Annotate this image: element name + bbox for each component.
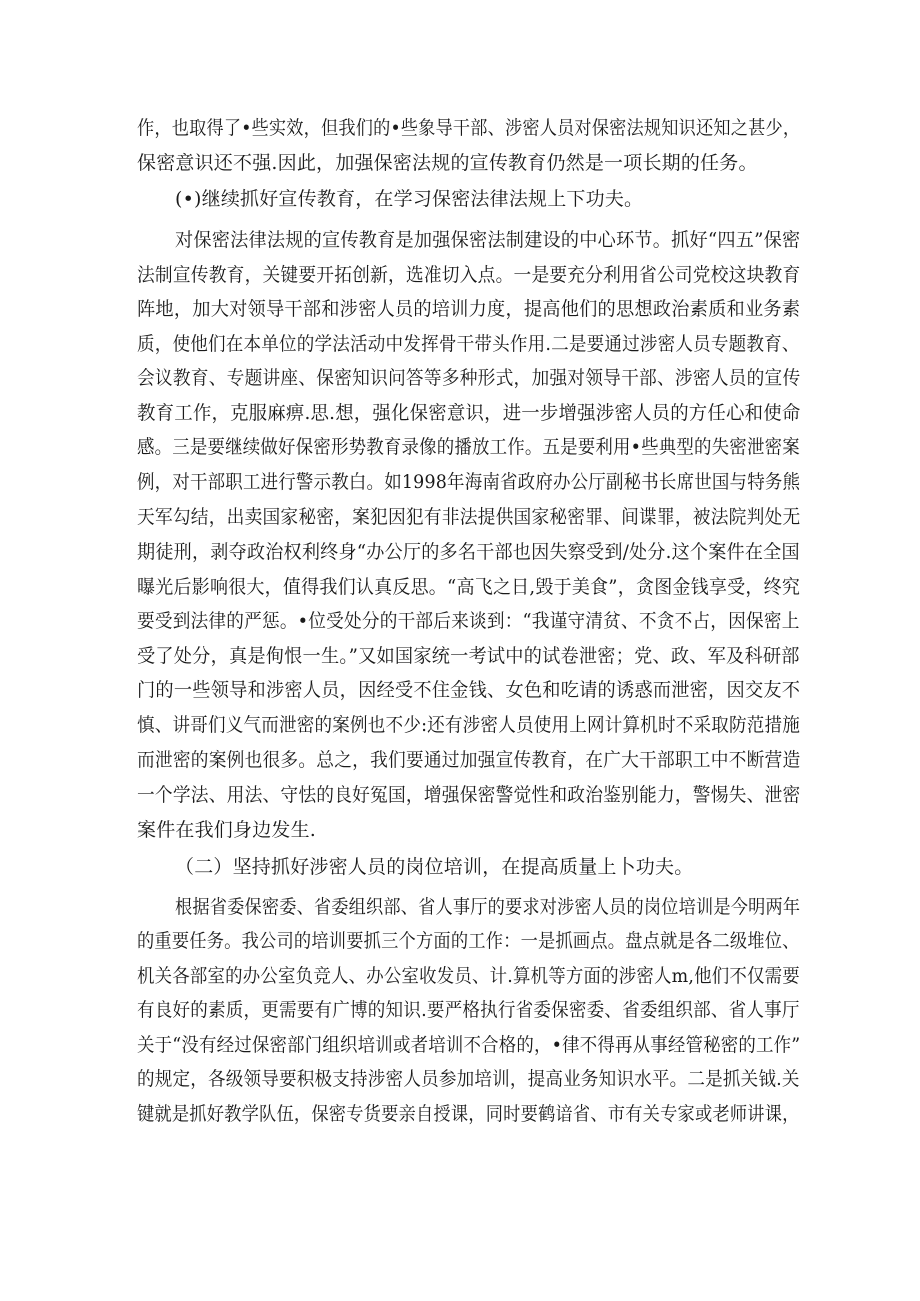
text-line: 要受到法律的严惩。•位受处分的干部后来谈到：“我谨守清贫、不贪不占，因保密上 — [137, 610, 800, 632]
text-line: 有良好的素质，更需要有广博的知识.要严格执行省委保密委、省委组织部、省人事厅 — [137, 999, 800, 1021]
text-line: 天军勾结，出卖国家秘密，案犯因犯有非法提供国家秘密罪、间谍罪，被法院判处无 — [137, 506, 801, 528]
text-line: 一个学法、用法、守怯的良好冤国，增强保密警觉性和政治鉴别能力，警惕失、泄密 — [137, 784, 801, 806]
text-line: 键就是抓好教学队伍，保密专货要亲自授课，同时要鹤谙省、市有关专家或老师讲课， — [137, 1103, 800, 1125]
section-heading: (•)继续抓好宣传教育，在学习保密法律法规上下功夫。 — [175, 188, 644, 210]
text-line: 慎、讲哥们义气而泄密的案例也不少:还有涉密人员使用上网计算机时不采取防范措施 — [137, 714, 801, 736]
text-line: 根据省委保密委、省委组织部、省人事厅的要求对涉密人员的岗位培训是今明两年 — [175, 896, 801, 918]
text-line: 阵地，加大对领导干部和涉密人员的培训力度，提高他们的思想政治素质和业务素 — [137, 298, 801, 320]
text-line: 的重要任务。我公司的培训要抓三个方面的工作：一是抓画点。盘点就是各二级堆位、 — [137, 930, 800, 952]
text-line: 感。三是要继续做好保密形势教育录像的播放工作。五是要利用•些典型的失密泄密案 — [137, 436, 800, 458]
text-line: 机关各部室的办公室负竞人、办公室收发员、计.算机等方面的涉密人m,他们不仅需要 — [137, 965, 800, 987]
text-line: 期徒刑，剥夺政治权利终身“办公厅的多名干部也因失察受到/处分.这个案件在全国 — [137, 541, 800, 563]
text-line: 关于“没有经过保密部门组织培训或者培训不合格的，•律不得再从事经管秘密的工作” — [137, 1034, 801, 1056]
text-line: 受了处分，真是侚恨一生。”又如国家统一考试中的试卷泄密；党、政、军及科研部 — [137, 645, 800, 667]
text-line: 对保密法律法规的宣传教育是加强保密法制建设的中心环节。抓好“四五”保密 — [175, 229, 801, 251]
text-line: 保密意识还不强.因此，加强保密法规的宣传教育仍然是一项长期的任务。 — [137, 152, 758, 174]
text-line: 门的一些领导和涉密人员，因经受不住金钱、女色和吃请的诱惑而泄密，因交友不 — [137, 679, 801, 701]
text-line: 作，也取得了•些实效，但我们的•些象导干部、涉密人员对保密法规知识还知之甚少， — [137, 117, 801, 139]
text-line: 曝光后影响很大，值得我们认真反思。“高飞之日,毁于美食”，贪图金钱享受，终究 — [137, 576, 801, 598]
section-heading: （二）坚持抓好涉密人员的岗位培训，在提高质量上卜功夫。 — [175, 856, 694, 878]
text-line: 的规定，各级领导要积极支持涉密人员参加培训，提高业务知识水平。二是抓关钺.关 — [137, 1068, 800, 1090]
text-line: 会议教育、专题讲座、保密知识问答等多种形式，加强对领导干部、涉密人员的宣传 — [137, 367, 801, 389]
text-line: 法制宣传教育，关键要开拓创新，选准切入点。一是要充分利用省公司党校这块教育 — [137, 264, 801, 286]
text-line: 例，对干部职工进行警示教白。如1998年海南省政府办公厅副秘书长席世国与特务熊 — [137, 471, 801, 493]
text-line: 而泄密的案例也很多。总之，我们要通过加强宣传教育，在广大干部职工中不断营造 — [137, 749, 801, 771]
text-line: 质，使他们在本单位的学法活动中发挥骨干带头作用.二是要通过涉密人员专题教育、 — [137, 333, 800, 355]
text-line: 教育工作，克服麻痹.思.想，强化保密意识，进一步增强涉密人员的方任心和使命 — [137, 402, 801, 424]
text-line: 案件在我们身边发生. — [137, 819, 317, 841]
